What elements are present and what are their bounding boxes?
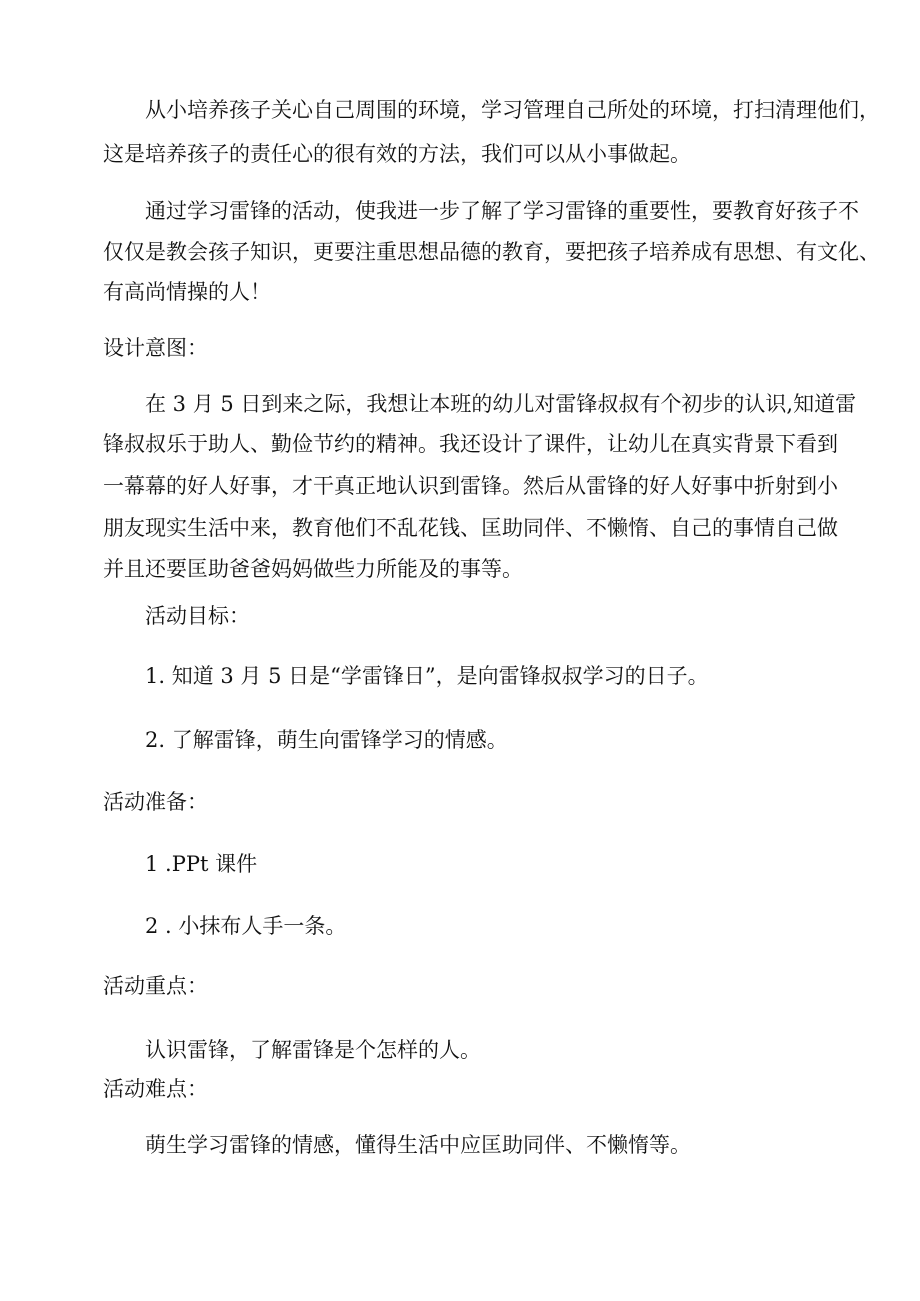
prep-item: 2 . 小抹布人手一条。 bbox=[145, 914, 347, 938]
key-point-text: 认识雷锋，了解雷锋是个怎样的人。 bbox=[145, 1038, 481, 1062]
paragraph-2-line-3: 有高尚情操的人！ bbox=[103, 280, 271, 304]
prep-item: 1 .PPt 课件 bbox=[145, 852, 258, 876]
paragraph-1-line-1: 从小培养孩子关心自己周围的环境，学习管理自己所处的环境，打扫清理他们， bbox=[145, 98, 880, 122]
design-intent-line-3: 一幕幕的好人好事，才干真正地认识到雷锋。然后从雷锋的好人好事中折射到小 bbox=[103, 474, 838, 498]
paragraph-2-line-1: 通过学习雷锋的活动，使我进一步了解了学习雷锋的重要性，要教育好孩子不 bbox=[145, 199, 859, 223]
design-intent-line-2: 锋叔叔乐于助人、勤俭节约的精神。我还设计了课件，让幼儿在真实背景下看到 bbox=[103, 432, 838, 456]
design-intent-line-4: 朋友现实生活中来，教育他们不乱花钱、匡助同伴、不懒惰、自己的事情自己做 bbox=[103, 516, 838, 540]
difficulty-text: 萌生学习雷锋的情感，懂得生活中应匡助同伴、不懒惰等。 bbox=[145, 1133, 691, 1157]
prep-heading: 活动准备： bbox=[103, 790, 208, 814]
paragraph-1-line-2: 这是培养孩子的责任心的很有效的方法，我们可以从小事做起。 bbox=[103, 142, 691, 166]
difficulty-heading: 活动难点： bbox=[103, 1077, 208, 1101]
design-intent-line-1: 在 3 月 5 日到来之际，我想让本班的幼儿对雷锋叔叔有个初步的认识,知道雷 bbox=[145, 392, 857, 416]
design-intent-line-5: 并且还要匡助爸爸妈妈做些力所能及的事等。 bbox=[103, 557, 523, 581]
goal-item: 1. 知道 3 月 5 日是“学雷锋日”，是向雷锋叔叔学习的日子。 bbox=[145, 664, 709, 688]
goals-heading: 活动目标： bbox=[145, 604, 250, 628]
design-intent-heading: 设计意图： bbox=[103, 336, 208, 360]
goal-item: 2. 了解雷锋，萌生向雷锋学习的情感。 bbox=[145, 728, 508, 752]
key-point-heading: 活动重点： bbox=[103, 974, 208, 998]
paragraph-2-line-2: 仅仅是教会孩子知识，更要注重思想品德的教育，要把孩子培养成有思想、有文化、 bbox=[103, 240, 880, 264]
